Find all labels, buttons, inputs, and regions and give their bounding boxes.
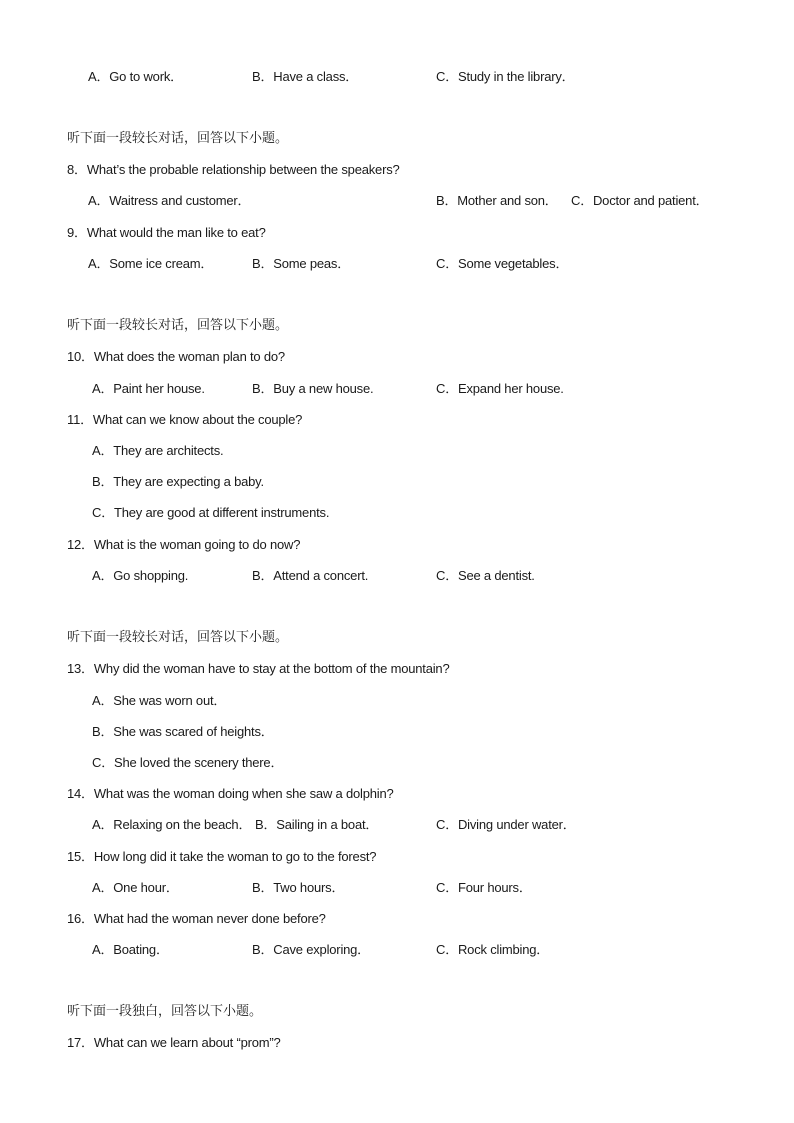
section-heading: 听下面一段较长对话，回答以下小题。 xyxy=(67,318,289,333)
q16-option-b[interactable]: B．Cave exploring． xyxy=(252,942,370,957)
section-heading: 听下面一段较长对话，回答以下小题。 xyxy=(67,131,289,146)
q13-option-b[interactable]: B．She was scared of heights． xyxy=(92,724,274,739)
q14-stem: 14．What was the woman doing when she saw a dolphin? xyxy=(67,786,394,801)
q11-option-a[interactable]: A．They are architects. xyxy=(92,443,224,458)
q13-option-c[interactable]: C．She loved the scenery there． xyxy=(92,755,284,770)
q7-option-b[interactable]: B．Have a class． xyxy=(252,69,359,84)
q8-option-c[interactable]: C．Doctor and patient． xyxy=(571,193,709,208)
q12-option-a[interactable]: A．Go shopping. xyxy=(92,568,189,583)
q15-option-a[interactable]: A．One hour． xyxy=(92,880,179,895)
q14-option-c[interactable]: C．Diving under water． xyxy=(436,817,576,832)
q8-stem: 8．What’s the probable relationship between the speakers? xyxy=(67,162,400,177)
q12-stem: 12．What is the woman going to do now? xyxy=(67,537,301,552)
q11-option-b[interactable]: B．They are expecting a baby. xyxy=(92,474,264,489)
q14-option-a[interactable]: A．Relaxing on the beach． xyxy=(92,817,252,832)
q9-option-c[interactable]: C．Some vegetables． xyxy=(436,256,569,271)
q16-option-c[interactable]: C．Rock climbing． xyxy=(436,942,550,957)
q8-option-b[interactable]: B．Mother and son． xyxy=(436,193,558,208)
q16-stem: 16．What had the woman never done before? xyxy=(67,911,326,926)
q9-option-b[interactable]: B．Some peas． xyxy=(252,256,351,271)
q14-option-b[interactable]: B．Sailing in a boat． xyxy=(255,817,379,832)
q9-option-a[interactable]: A．Some ice cream． xyxy=(88,256,214,271)
q12-option-c[interactable]: C．See a dentist. xyxy=(436,568,535,583)
q7-option-a[interactable]: A．Go to work． xyxy=(88,69,183,84)
q9-stem: 9．What would the man like to eat? xyxy=(67,225,266,240)
q15-stem: 15．How long did it take the woman to go to the forest? xyxy=(67,849,377,864)
q12-option-b[interactable]: B．Attend a concert. xyxy=(252,568,369,583)
q17-stem: 17．What can we learn about “prom”? xyxy=(67,1035,281,1050)
q10-stem: 10．What does the woman plan to do? xyxy=(67,349,285,364)
q11-stem: 11．What can we know about the couple? xyxy=(67,412,303,427)
q10-option-a[interactable]: A．Paint her house. xyxy=(92,381,205,396)
section-heading: 听下面一段较长对话，回答以下小题。 xyxy=(67,630,289,645)
q8-option-a[interactable]: A．Waitress and customer． xyxy=(88,193,251,208)
q13-stem: 13．Why did the woman have to stay at the bottom of the mountain? xyxy=(67,661,450,676)
q7-option-c[interactable]: C．Study in the library． xyxy=(436,69,575,84)
monologue-heading: 听下面一段独白，回答以下小题。 xyxy=(67,1004,263,1019)
q10-option-c[interactable]: C．Expand her house. xyxy=(436,381,564,396)
q11-option-c[interactable]: C．They are good at different instruments. xyxy=(92,505,330,520)
q15-option-c[interactable]: C．Four hours． xyxy=(436,880,532,895)
q15-option-b[interactable]: B．Two hours． xyxy=(252,880,345,895)
q16-option-a[interactable]: A．Boating． xyxy=(92,942,169,957)
q13-option-a[interactable]: A．She was worn out． xyxy=(92,693,227,708)
q10-option-b[interactable]: B．Buy a new house. xyxy=(252,381,374,396)
